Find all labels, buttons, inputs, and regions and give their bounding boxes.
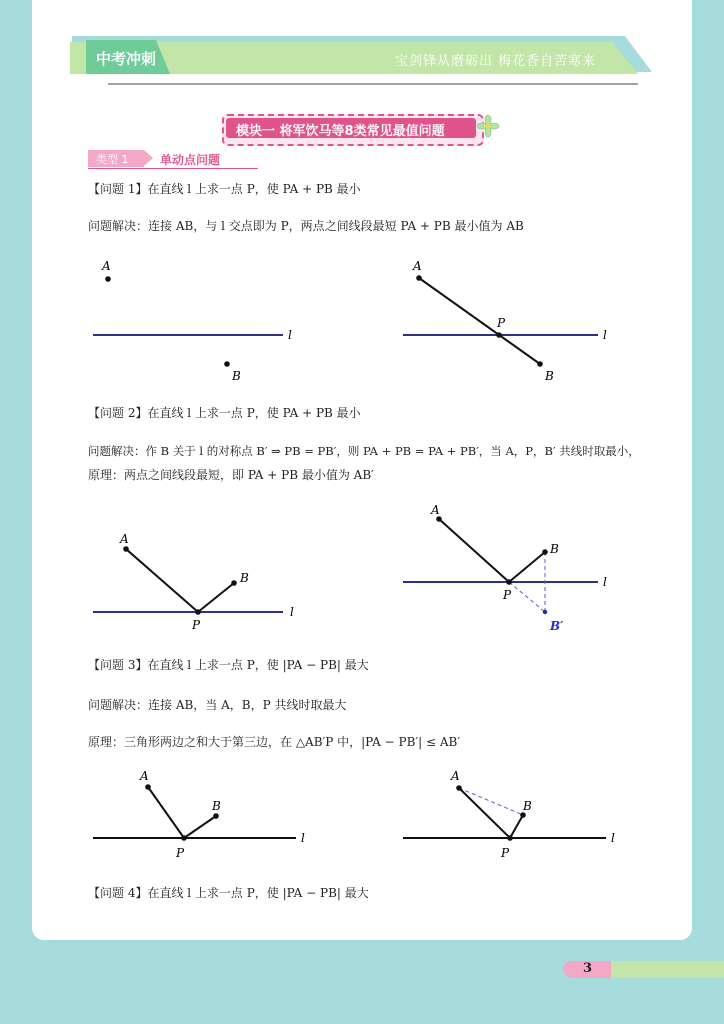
label-l: l [603, 328, 607, 342]
figure-2-right [395, 500, 625, 640]
page-number: 3 [583, 961, 593, 976]
point-p [506, 579, 512, 585]
label-a: A [140, 769, 149, 783]
point-p [496, 332, 502, 338]
point-b [542, 549, 548, 555]
problem-2-text: 在直线 l 上求一点 P，使 PA + PB 最小 [147, 406, 361, 420]
point-a [436, 516, 442, 522]
point-a [456, 785, 462, 791]
point-p [507, 835, 513, 841]
segment-pb [509, 552, 545, 582]
type-underline [88, 168, 258, 169]
point-b [231, 580, 237, 586]
label-b: B [232, 369, 241, 383]
problem-1-label: 【问题 1】 [88, 182, 148, 196]
problem-1 [88, 180, 361, 197]
point-a [105, 276, 111, 282]
figure-1-left [80, 255, 310, 390]
problem-1-text: 在直线 l 上求一点 P，使 PA + PB 最小 [147, 182, 361, 196]
point-a [145, 784, 151, 790]
header-motto: 宝剑锋从磨砺出 梅花香自苦寒来 [395, 54, 597, 69]
segment-ap [459, 788, 510, 838]
segment-ab [419, 278, 540, 364]
point-b [224, 361, 230, 367]
segment-ap [439, 519, 509, 582]
problem-2-principle: 原理：两点之间线段最短，即 PA + PB 最小值为 AB′ [88, 468, 374, 482]
problem-1-solution: 问题解决：连接 AB，与 l 交点即为 P，两点之间线段最短 PA + PB 最小值为 AB [88, 219, 524, 233]
figure-2-left [80, 525, 310, 635]
type-badge: 类型 1 [96, 153, 129, 166]
figure-3-right [395, 765, 635, 865]
type-badge-arrow [144, 150, 153, 166]
label-b: B [212, 799, 221, 813]
problem-4 [88, 884, 369, 901]
label-l: l [288, 328, 292, 342]
point-a [416, 275, 422, 281]
problem-3-principle: 原理：三角形两边之和大于第三边，在 △AB′P 中，|PA − PB′| ≤ AB′ [88, 735, 461, 749]
segment-pb [184, 816, 216, 838]
problem-4-text: 在直线 l 上求一点 P，使 |PA − PB| 最大 [147, 886, 369, 900]
point-b [213, 813, 219, 819]
problem-4-label: 【问题 4】 [88, 886, 148, 900]
point-b [537, 361, 543, 367]
problem-2 [88, 404, 361, 421]
dashed-ab [459, 788, 523, 815]
segment-ap [148, 787, 184, 838]
label-b: B [240, 571, 249, 585]
label-l: l [603, 575, 607, 589]
problem-3-label: 【问题 3】 [88, 658, 148, 672]
problem-3-solution: 问题解决：连接 AB，当 A，B，P 共线时取最大 [88, 698, 347, 712]
segment-pb [198, 583, 234, 612]
label-a: A [451, 769, 460, 783]
label-l: l [301, 831, 305, 845]
segment-pb [510, 815, 523, 838]
point-p [181, 835, 187, 841]
problem-3 [88, 656, 369, 673]
label-a: A [413, 259, 422, 273]
label-p: P [192, 618, 201, 632]
point-p [195, 609, 201, 615]
problem-2-label: 【问题 2】 [88, 406, 148, 420]
dashed-p-bprime [509, 582, 545, 612]
label-p: P [176, 846, 185, 860]
flower-icon [474, 112, 502, 140]
label-a: A [431, 503, 440, 517]
figure-1-right [395, 255, 625, 390]
type-title: 单动点问题 [160, 153, 221, 167]
label-a: A [120, 532, 129, 546]
label-b-prime: B′ [550, 619, 564, 633]
module-title: 模块一 将军饮马等8类常见最值问题 [236, 124, 445, 139]
point-b-prime [543, 610, 547, 614]
problem-2-solution: 问题解决：作 B 关于 l 的对称点 B′ ⇒ PB = PB′，则 PA + PB = PA + PB′，当 A，P，B′ 共线时取最小， [88, 444, 640, 458]
label-b: B [523, 799, 532, 813]
label-b: B [545, 369, 554, 383]
point-a [123, 546, 129, 552]
problem-3-text: 在直线 l 上求一点 P，使 |PA − PB| 最大 [147, 658, 369, 672]
label-p: P [501, 846, 510, 860]
figure-3-left [80, 765, 320, 865]
label-l: l [611, 831, 615, 845]
label-b: B [550, 542, 559, 556]
label-l: l [290, 605, 294, 619]
label-a: A [102, 259, 111, 273]
segment-ap [126, 549, 198, 612]
header-tag: 中考冲刺 [96, 50, 157, 68]
label-p: P [497, 316, 506, 330]
label-p: P [503, 588, 512, 602]
point-b [520, 812, 526, 818]
